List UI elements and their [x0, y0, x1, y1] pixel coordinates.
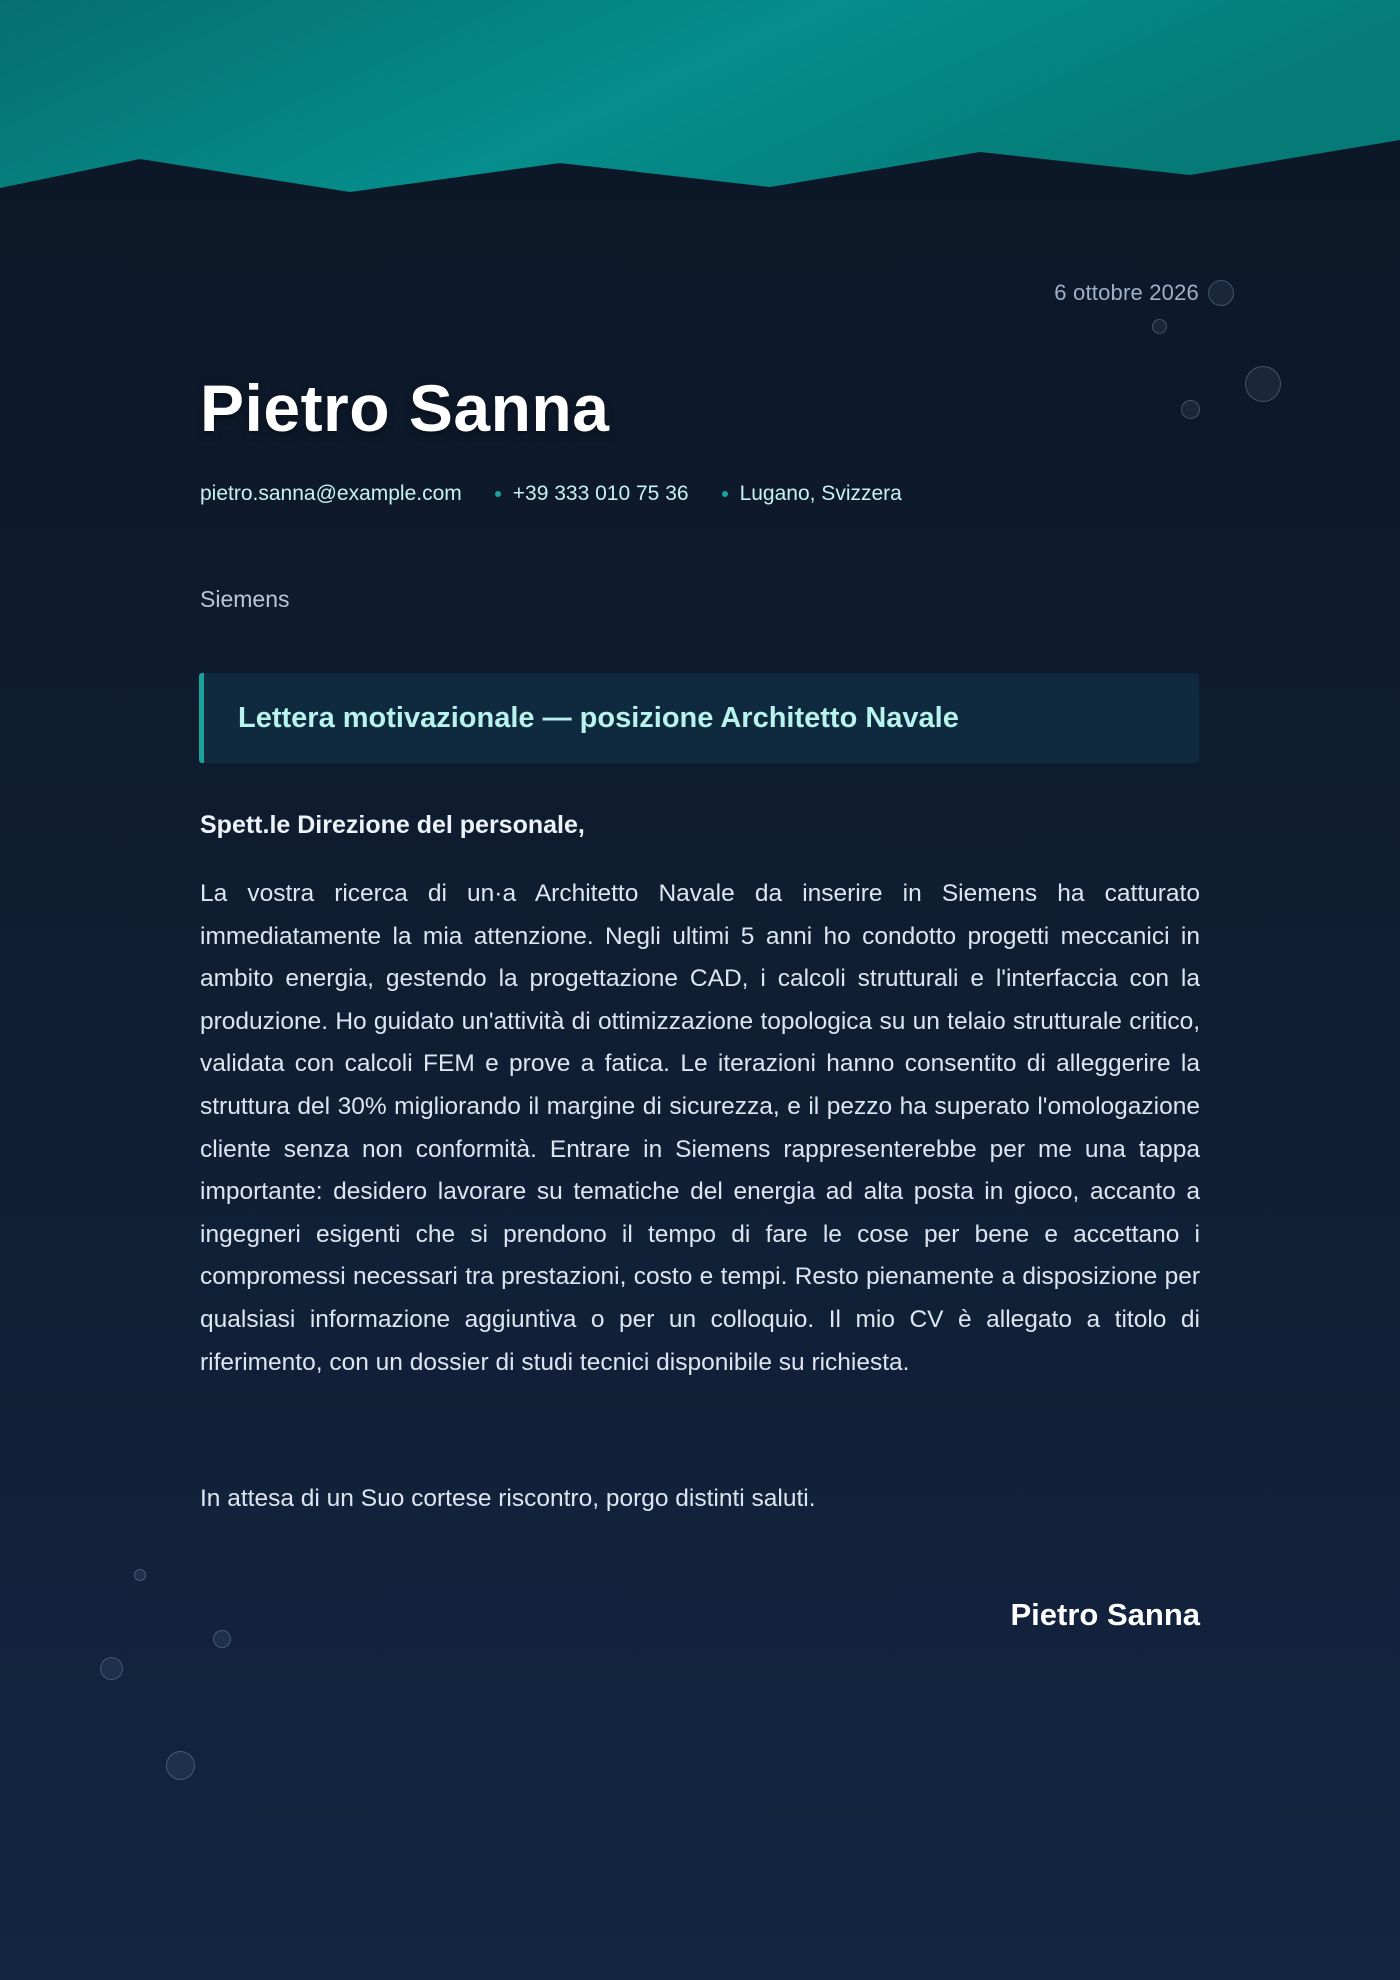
decorative-bubble — [1245, 366, 1281, 402]
decorative-bubble — [1208, 280, 1234, 306]
letter-date: 6 ottobre 2026 — [1054, 280, 1199, 305]
signature: Pietro Sanna — [1010, 1597, 1200, 1632]
separator-dot — [722, 491, 728, 497]
subject-text: Lettera motivazionale — posizione Architetto Navale — [238, 701, 959, 734]
phone-number[interactable]: +39 333 010 75 36 — [512, 482, 689, 505]
letter-body: La vostra ricerca di un·a Architetto Navale da inserire in Siemens ha catturato immediatamente la mia attenzione. Negli ultimi 5 anni ho condotto progetti meccanici in ambito energia, gestendo la progettazione CAD, i calcoli strutturali e l'interfaccia con la produzione. Ho guidato un'attività di ottimizzazione topologica su un telaio strutturale critico, validata con calcoli FEM e prove a fatica. Le iterazioni hanno consentito di alleggerire la struttura del 30% migliorando il margine di sicurezza, e il pezzo ha superato l'omologazione cliente senza non conformità. Entrare in Siemens rappresenterebbe per me una tappa importante: desidero lavorare su tematiche del energia ad alta posta in gioco, accanto a ingegneri esigenti che si prendono il tempo di fare le cose per bene e accettano i compromessi necessari tra prestazioni, costo e tempi. Resto pienamente a disposizione per qualsiasi informazione aggiuntiva o per un colloquio. Il mio CV è allegato a titolo di riferimento, con un dossier di studi tecnici disponibile su richiesta. — [200, 880, 1200, 1376]
salutation: Spett.le Direzione del personale, — [200, 811, 585, 839]
decorative-bubble — [213, 1630, 231, 1648]
header-wave-banner — [0, 0, 1400, 200]
decorative-bubble — [1181, 400, 1200, 419]
decorative-bubble — [1152, 319, 1167, 334]
decorative-bubble — [134, 1569, 146, 1581]
contact-info — [200, 482, 902, 506]
subject-banner — [199, 673, 1199, 763]
decorative-bubble — [166, 1751, 195, 1780]
email-link[interactable]: pietro.sanna@example.com — [200, 482, 462, 505]
closing-line: In attesa di un Suo cortese riscontro, porgo distinti saluti. — [200, 1485, 816, 1512]
location: Lugano, Svizzera — [739, 482, 902, 505]
separator-dot — [495, 491, 501, 497]
recipient-company: Siemens — [200, 586, 290, 612]
sender-name: Pietro Sanna — [200, 371, 610, 445]
decorative-bubble — [100, 1657, 123, 1680]
